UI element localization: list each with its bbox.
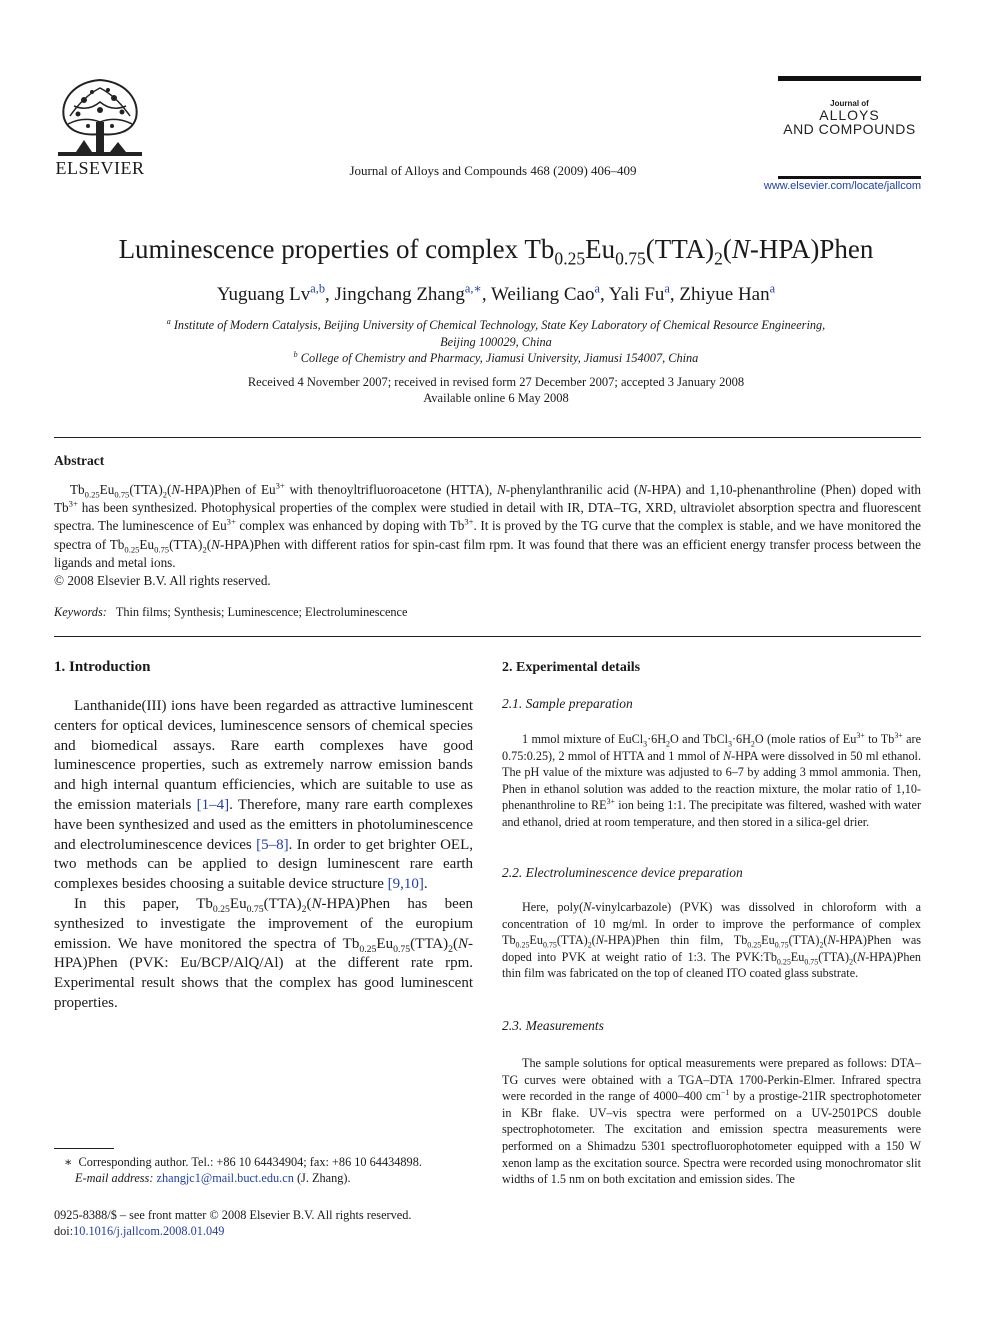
affiliation-text: Institute of Modern Catalysis, Beijing University of Chemical Technology, State Key Laboratory of Chemical Resource Engineering,	[173, 318, 826, 332]
paragraph: In this paper, $Tb_{0.25}Eu_{0.75}(TTA)_2(N-HPA)Phen$ has been synthesized to investigate the improvement of the europium emission. We have monitored the spectra of $Tb_{0.25}Eu_{0.75}(TTA)_2(N-HPA)Phen$ (PVK: Eu/BCP/AlQ/Al) at the different rate rpm. Experimental result shows that the complex has good luminescent properties.	[54, 895, 473, 1011]
journal-logo-alloys: ALLOYS	[819, 107, 880, 123]
subsection-device-preparation: 2.2. Electroluminescence device preparation	[502, 865, 743, 880]
journal-url-link[interactable]: www.elsevier.com/locate/jallcom	[763, 180, 921, 192]
author-name[interactable]: Zhiyue Han	[679, 284, 770, 305]
corresponding-author-footnote	[64, 1155, 422, 1170]
author-name[interactable]: Jingchang Zhang	[334, 284, 465, 305]
author-name[interactable]: Weiliang Cao	[491, 284, 595, 305]
keywords-values: Thin films; Synthesis; Luminescence; Electroluminescence	[115, 605, 408, 619]
author-affiliation-mark[interactable]: a,∗	[464, 281, 482, 296]
email-suffix: (J. Zhang).	[296, 1171, 351, 1185]
doi-link[interactable]: 10.1016/j.jallcom.2008.01.049	[73, 1224, 225, 1238]
doi-label: doi:	[54, 1224, 74, 1238]
title-part: -HPA)Phen	[749, 234, 874, 264]
email-label: E-mail address:	[75, 1171, 154, 1185]
issn-line: 0925-8388/$ – see front matter © 2008 Elsevier B.V. All rights reserved.	[54, 1208, 412, 1222]
title-part: (	[722, 234, 732, 264]
title-sub: 2	[714, 248, 723, 269]
citation-link[interactable]: [5–8]	[256, 836, 289, 853]
affiliation-mark: b	[293, 349, 298, 359]
abstract-text: $Tb_{0.25}Eu_{0.75}(TTA)_2(N-HPA)Phen$ of $Eu^{3+}$ with thenoyltrifluoroacetone (HTTA), N-phenylanthranilic acid (N-HPA) and 1,10-phenanthroline (Phen) doped with $Tb^{3+}$ has been synthesized. Photophysical properties of the complex were studied in detail with IR, DTA–TG, XRD, ultraviolet absorption spectra and fluorescent spectra. The luminescence of $Eu^{3+}$ complex was enhanced by doping with $Tb^{3+}$. It is proved by the TG curve that the complex is stable, and we have monitored the spectra of $Tb_{0.25}Eu_{0.75}(TTA)_2(N-HPA)Phen$ with different ratios for spin-cast film rpm. It was found that there was an efficient energy transfer process between the ligands and metal ions.	[54, 480, 921, 570]
author-affiliation-mark[interactable]: a	[769, 281, 776, 296]
author-affiliation-mark[interactable]: a	[664, 281, 670, 296]
email-footnote	[75, 1171, 351, 1186]
affiliation-mark: a	[166, 316, 171, 326]
paragraph: Lanthanide(III) ions have been regarded as attractive luminescent centers for optical devices, luminescence sensors of chemical species and biomedical assays. Rare earth complexes have good luminescence properties, such as extremely narrow emission bands and high internal quantum efficiencies, which are suitable to use as the emission materials [1–4]. Therefore, many rare earth complexes have been synthesized and used as the emitters in photoluminescence and electroluminescence devices [5–8]. In order to get brighter OEL, two methods can be applied to design luminescent rare earth complexes besides choosing a suitable device structure [9,10].	[54, 698, 473, 893]
author-affiliation-mark[interactable]: a,b	[310, 281, 326, 296]
footnote-text: Corresponding author. Tel.: +86 10 64434904; fax: +86 10 64434898.	[78, 1155, 422, 1169]
section-heading-experimental: 2. Experimental details	[502, 660, 641, 675]
journal-logo-bar-top	[778, 76, 921, 81]
received-dates: Received 4 November 2007; received in revised form 27 December 2007; accepted 3 January 2008	[247, 375, 745, 389]
title-part: Eu	[585, 234, 616, 264]
footnote-divider	[54, 1148, 114, 1149]
author-affiliation-mark[interactable]: a	[594, 281, 600, 296]
author-name[interactable]: Yali Fu	[608, 284, 665, 305]
article-title	[40, 234, 952, 269]
introduction-text	[54, 697, 473, 1014]
author-list: Yuguang Lv$^{a,b}$, Jingchang Zhang$^{a,∗}$, Weiliang Cao$^a$, Yali Fu$^a$, Zhiyue Han$^a$	[216, 281, 776, 305]
publisher-name: ELSEVIER	[55, 158, 145, 178]
title-italic: N	[731, 234, 750, 264]
journal-logo	[778, 100, 921, 136]
title-part: Luminescence properties of complex Tb	[118, 234, 555, 264]
journal-logo-compounds: AND COMPOUNDS	[783, 121, 916, 137]
journal-logo-small-text: Journal of	[830, 99, 869, 108]
title-sub: 0.75	[615, 248, 646, 269]
divider	[54, 636, 921, 637]
journal-citation: Journal of Alloys and Compounds 468 (2009) 406–409	[349, 163, 637, 178]
divider	[54, 437, 921, 438]
email-link[interactable]: zhangjc1@mail.buct.edu.cn	[156, 1171, 294, 1185]
article-dates	[40, 374, 952, 406]
footnote-star: ∗	[64, 1155, 73, 1169]
keywords	[54, 605, 407, 620]
measurements-text: The sample solutions for optical measurements were prepared as follows: DTA–TG curves were obtained with a TGA–DTA 1700-Perkin-Elmer. Infrared spectra were recorded in the range of 4000–400 $cm^{-1}$ by a prostige-21IR spectrophotometer in KBr flake. UV–vis spectra were performed on a UV-2501PCS double spectrophotometer. The excitation and emission spectra measurements were performed on a Shimadzu 5301 spectrofluorophotometer equipped with a 150 W xenon lamp as the excitation source. Spectra were recorded using monochromator slit widths of 1.5 nm on both excitation and emission sides. The	[502, 1056, 921, 1187]
citation-link[interactable]: [1–4]	[196, 796, 230, 813]
title-part: (TTA)	[645, 234, 715, 264]
affiliation-b	[40, 351, 952, 366]
available-online: Available online 6 May 2008	[423, 391, 569, 405]
sample-preparation-text: 1 mmol mixture of $EuCl_3\cdot 6H_2O$ and $TbCl_3\cdot 6H_2O$ (mole ratios of $Eu^{3+}$ to $Tb^{3+}$ are 0.75:0.25), 2 mmol of HTTA and 1 mmol of N-HPA were dissolved in 50 ml ethanol. The pH value of the mixture was adjusted to 6–7 by adding 3 mmol ammonia. Then, Phen in ethanol solution was added to the reaction mixture, the molar ratio of 1,10-phenanthroline to $RE^{3+}$ ion being 1:1. The precipitate was filtered, washed with water and ethanol, dried at room temperature, and then stored in a silica-gel drier.	[502, 730, 921, 829]
affiliation-a-line2: Beijing 100029, China	[440, 335, 552, 349]
section-heading-introduction: 1. Introduction	[54, 659, 151, 675]
abstract-copyright: © 2008 Elsevier B.V. All rights reserved.	[54, 573, 271, 588]
subsection-measurements: 2.3. Measurements	[502, 1018, 604, 1033]
citation-link[interactable]: [9,10]	[387, 876, 424, 893]
device-preparation-text: Here, poly(N-vinylcarbazole) (PVK) was dissolved in chloroform with a concentration of 10 mg/ml. In order to improve the performance of complex $Tb_{0.25}Eu_{0.75}(TTA)_2(N-HPA)Phen$ thin film, $Tb_{0.25}Eu_{0.75}(TTA)_2(N-HPA)Phen$ was doped into PVK at weight ratio of 1:3. The $PVK:Tb_{0.25}Eu_{0.75}(TTA)_2(N-HPA)Phen$ thin film was fabricated on the top of cleaned ITO coated glass substrate.	[502, 900, 922, 981]
journal-logo-bar-bottom	[778, 176, 921, 179]
affiliation-text: College of Chemistry and Pharmacy, Jiamusi University, Jiamusi 154007, China	[300, 351, 699, 365]
subsection-sample-preparation: 2.1. Sample preparation	[502, 696, 633, 711]
title-sub: 0.25	[554, 248, 586, 269]
abstract-heading: Abstract	[54, 453, 105, 468]
keywords-label: Keywords:	[54, 605, 107, 619]
author-name[interactable]: Yuguang Lv	[216, 284, 311, 305]
affiliation-a	[40, 318, 952, 333]
doi-line	[54, 1224, 224, 1239]
